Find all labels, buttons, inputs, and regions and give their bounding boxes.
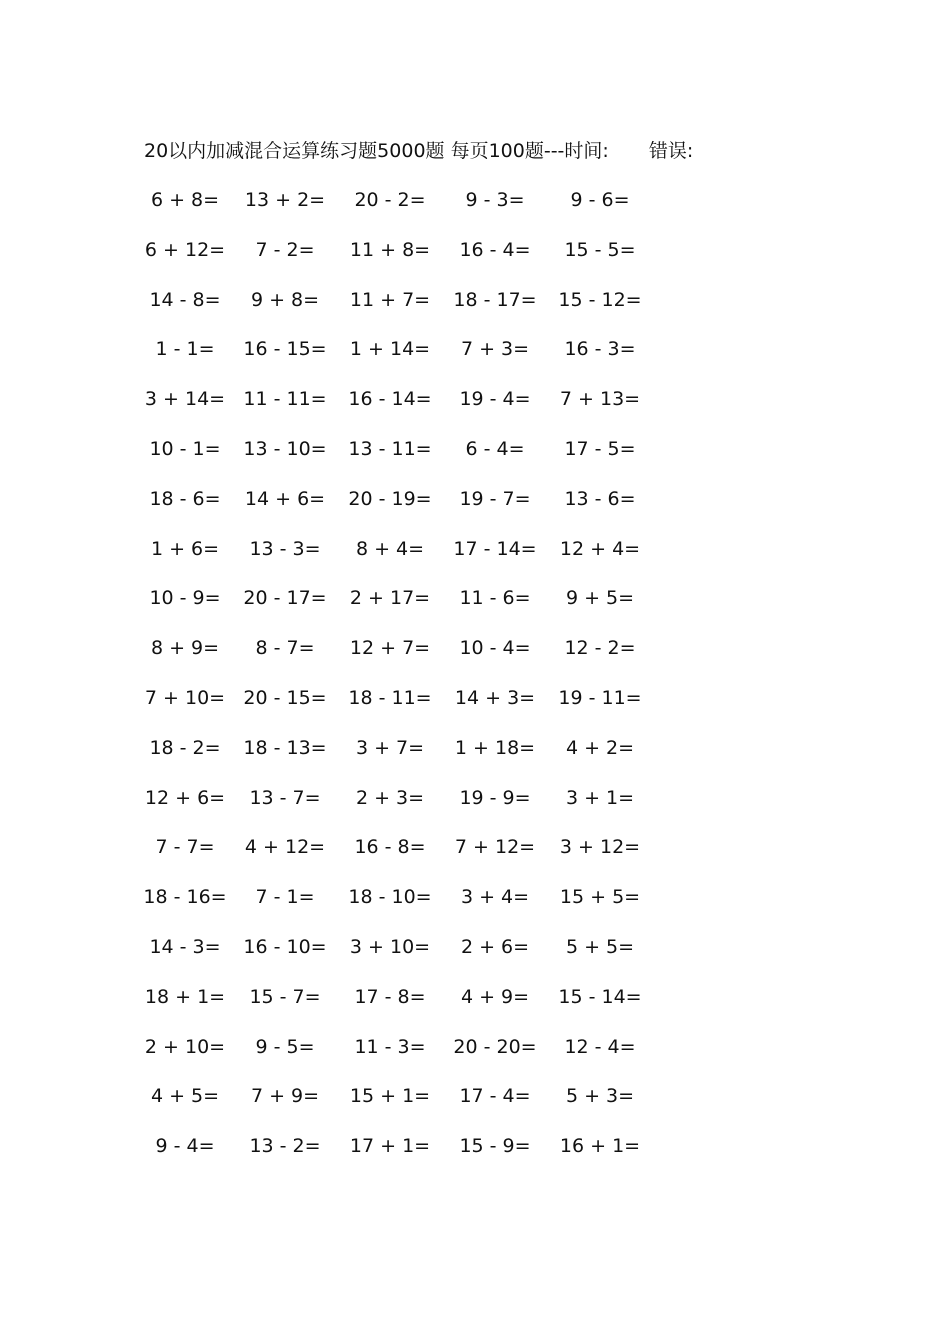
problem-item: 18 - 10= [348,886,432,909]
problem-row [140,1027,680,1077]
problem-item: 17 - 5= [564,437,636,460]
problem-item: 3 + 4= [460,886,530,909]
problem-item: 7 - 1= [255,886,315,909]
problem-item: 16 - 8= [354,836,426,859]
problem-item: 7 + 3= [460,338,530,361]
problem-item: 11 - 6= [459,587,531,610]
problem-item: 7 - 2= [255,238,315,261]
problem-item: 8 + 9= [150,637,220,660]
problem-item: 9 - 5= [255,1035,315,1058]
problem-row [140,280,680,330]
problem-item: 13 - 7= [249,786,321,809]
problem-item: 17 - 4= [459,1085,531,1108]
problem-row [140,180,680,230]
problem-item: 11 + 7= [349,288,431,311]
problem-item: 14 - 8= [149,288,221,311]
problem-item: 4 + 5= [150,1085,220,1108]
problem-item: 18 + 1= [144,985,226,1008]
problem-row [140,529,680,579]
problem-item: 7 - 7= [155,836,215,859]
problem-row [140,379,680,429]
problem-item: 6 + 8= [150,189,220,211]
problem-row [140,429,680,479]
problem-row [140,578,680,628]
problem-item: 18 - 2= [149,736,221,759]
problem-item: 7 + 9= [250,1085,320,1108]
problem-item: 11 - 3= [354,1035,426,1058]
problem-item: 14 + 6= [244,487,326,510]
problem-row [140,728,680,778]
problem-item: 17 + 1= [349,1135,431,1158]
problem-item: 20 - 20= [453,1035,537,1058]
problem-item: 15 + 5= [559,886,641,909]
problem-item: 4 + 12= [244,836,326,859]
problem-item: 13 + 2= [244,189,326,211]
problem-row [140,329,680,379]
problem-item: 3 + 12= [559,836,641,859]
problem-row [140,827,680,877]
problem-item: 19 - 11= [558,686,642,709]
problem-item: 2 + 6= [460,935,530,958]
problem-item: 13 - 6= [564,487,636,510]
problem-item: 2 + 10= [144,1035,226,1058]
problem-item: 12 + 7= [349,637,431,660]
problem-item: 13 - 11= [348,437,432,460]
problem-item: 12 - 4= [564,1035,636,1058]
problem-item: 18 - 6= [149,487,221,510]
problem-item: 11 - 11= [243,388,327,411]
problem-item: 19 - 4= [459,388,531,411]
problem-grid [140,180,680,1176]
problem-item: 9 - 6= [570,189,630,211]
problem-row [140,977,680,1027]
problem-item: 14 + 3= [454,686,536,709]
problem-item: 1 + 6= [150,537,220,560]
problem-item: 14 - 3= [149,935,221,958]
problem-item: 16 - 3= [564,338,636,361]
problem-item: 2 + 3= [355,786,425,809]
problem-item: 15 - 14= [558,985,642,1008]
problem-item: 20 - 15= [243,686,327,709]
problem-item: 3 + 10= [349,935,431,958]
worksheet-title: 20以内加减混合运算练习题5000题 每页100题---时间: [144,140,609,162]
problem-item: 9 - 3= [465,189,525,211]
problem-row [140,230,680,280]
problem-item: 18 - 13= [243,736,327,759]
problem-item: 15 - 9= [459,1135,531,1158]
problem-item: 15 - 12= [558,288,642,311]
problem-item: 17 - 14= [453,537,537,560]
problem-item: 16 + 1= [559,1135,641,1158]
problem-item: 9 - 4= [155,1135,215,1158]
problem-item: 18 - 16= [143,886,227,909]
problem-item: 1 + 14= [349,338,431,361]
problem-item: 3 + 7= [355,736,425,759]
problem-row [140,927,680,977]
problem-item: 8 + 4= [355,537,425,560]
problem-item: 18 - 17= [453,288,537,311]
worksheet-header [144,136,693,163]
problem-item: 15 + 1= [349,1085,431,1108]
problem-row [140,1126,680,1176]
problem-item: 10 - 9= [149,587,221,610]
problem-row [140,479,680,529]
problem-item: 12 + 6= [144,786,226,809]
errors-label: 错误: [648,140,694,162]
problem-item: 8 - 7= [255,637,315,660]
problem-item: 10 - 1= [149,437,221,460]
problem-item: 6 + 12= [144,238,226,261]
problem-item: 4 + 9= [460,985,530,1008]
problem-item: 10 - 4= [459,637,531,660]
problem-item: 16 - 15= [243,338,327,361]
problem-item: 19 - 9= [459,786,531,809]
problem-item: 7 + 12= [454,836,536,859]
problem-item: 16 - 10= [243,935,327,958]
problem-item: 20 - 2= [354,189,426,211]
problem-item: 13 - 2= [249,1135,321,1158]
problem-row [140,678,680,728]
problem-item: 1 + 18= [454,736,536,759]
problem-item: 15 - 5= [564,238,636,261]
problem-item: 3 + 14= [144,388,226,411]
problem-item: 17 - 8= [354,985,426,1008]
problem-item: 5 + 5= [565,935,635,958]
problem-item: 6 - 4= [465,437,525,460]
problem-item: 20 - 17= [243,587,327,610]
problem-item: 19 - 7= [459,487,531,510]
problem-item: 5 + 3= [565,1085,635,1108]
problem-item: 7 + 13= [559,388,641,411]
problem-item: 12 + 4= [559,537,641,560]
problem-item: 15 - 7= [249,985,321,1008]
problem-item: 20 - 19= [348,487,432,510]
problem-item: 13 - 3= [249,537,321,560]
problem-item: 1 - 1= [155,338,215,361]
problem-row [140,877,680,927]
problem-row [140,1076,680,1126]
problem-item: 18 - 11= [348,686,432,709]
problem-item: 2 + 17= [349,587,431,610]
problem-item: 9 + 5= [565,587,635,610]
problem-item: 13 - 10= [243,437,327,460]
problem-item: 4 + 2= [565,736,635,759]
problem-item: 3 + 1= [565,786,635,809]
problem-row [140,628,680,678]
problem-item: 16 - 4= [459,238,531,261]
problem-item: 16 - 14= [348,388,432,411]
problem-item: 11 + 8= [349,238,431,261]
problem-row [140,778,680,828]
problem-item: 9 + 8= [250,288,320,311]
problem-item: 12 - 2= [564,637,636,660]
problem-item: 7 + 10= [144,686,226,709]
